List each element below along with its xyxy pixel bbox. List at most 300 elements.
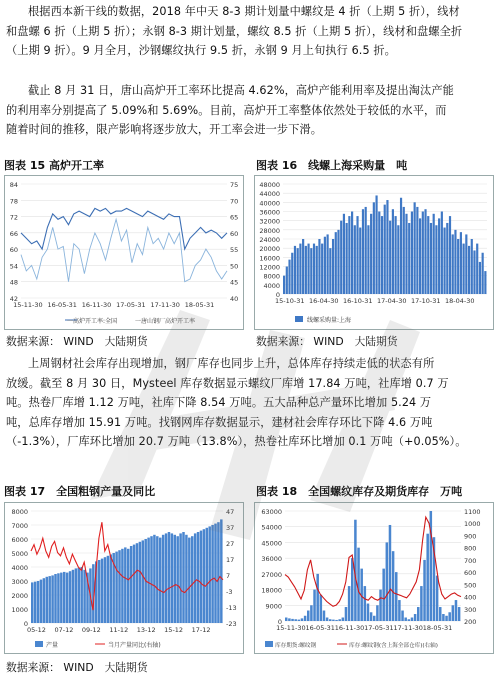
bar bbox=[342, 618, 345, 621]
y-tick-right: 40 bbox=[230, 295, 239, 303]
bar bbox=[136, 543, 138, 623]
bar bbox=[435, 225, 437, 294]
y-tick-right: -13 bbox=[226, 604, 237, 612]
bar bbox=[98, 560, 100, 623]
y-tick: 8000 bbox=[263, 272, 280, 281]
y-tick-left: 54 bbox=[9, 262, 18, 271]
bar bbox=[375, 195, 377, 294]
y-tick-right: 500 bbox=[464, 581, 477, 590]
bar bbox=[348, 216, 350, 294]
bar bbox=[285, 618, 288, 621]
bar bbox=[40, 580, 42, 623]
bar bbox=[60, 573, 62, 623]
y-tick-left: 72 bbox=[9, 213, 18, 222]
y-tick-left: 3000 bbox=[11, 578, 28, 586]
bar bbox=[46, 577, 48, 623]
bar bbox=[386, 200, 388, 294]
bar bbox=[121, 549, 123, 623]
bar bbox=[476, 244, 478, 294]
paragraph-line: 根据西本新干线的数据，2018 年中天 8-3 期计划量中螺纹是 4 折（上期 5 折），线材 bbox=[28, 5, 460, 18]
chart-rebar-inventory bbox=[254, 502, 494, 654]
bar bbox=[436, 576, 439, 621]
y-tick-right: 17 bbox=[226, 556, 235, 564]
bar bbox=[427, 216, 429, 294]
bar bbox=[310, 248, 312, 294]
x-tick: 17-05-31 bbox=[116, 301, 146, 309]
bar bbox=[345, 607, 348, 621]
bar bbox=[147, 538, 149, 623]
figure-17-title: 图表 17 全国粗钢产量及同比 bbox=[4, 485, 156, 498]
bar bbox=[72, 570, 74, 623]
bar bbox=[395, 216, 397, 294]
bar bbox=[400, 198, 402, 294]
bar bbox=[217, 522, 219, 623]
bar bbox=[398, 600, 401, 621]
bar bbox=[411, 618, 414, 621]
y-tick-left: 60 bbox=[9, 246, 18, 255]
y-tick-right: 300 bbox=[464, 605, 477, 614]
bar bbox=[364, 586, 367, 621]
y-tick-right: 200 bbox=[464, 618, 477, 626]
series-line-national bbox=[21, 208, 227, 249]
series-line-tangshan bbox=[21, 219, 227, 281]
bar bbox=[403, 207, 405, 294]
bar bbox=[367, 604, 370, 621]
y-tick-left: 5000 bbox=[11, 550, 28, 558]
y-tick-left: 6000 bbox=[11, 536, 28, 544]
bar bbox=[57, 573, 59, 623]
x-tick: 13-12 bbox=[136, 626, 156, 634]
legend-label: 当月产量同比(右轴) bbox=[108, 642, 161, 649]
bar bbox=[397, 225, 399, 294]
y-tick: 40000 bbox=[259, 199, 280, 208]
x-tick: 17-12 bbox=[191, 626, 211, 634]
x-tick: 18-05-31 bbox=[422, 624, 453, 632]
x-tick: 11-12 bbox=[109, 626, 129, 634]
legend-label: 库存期货:螺纹钢 bbox=[275, 643, 317, 649]
bar bbox=[133, 545, 135, 623]
paragraph-line: 随着时间的推移，限产影响将逐步放大，开工率会进一步下滑。 bbox=[6, 123, 323, 137]
bar bbox=[343, 214, 345, 294]
y-tick-right: 1100 bbox=[464, 508, 481, 516]
y-tick-left: 63000 bbox=[261, 508, 282, 516]
x-tick: 16-10-31 bbox=[343, 297, 373, 305]
bar bbox=[305, 246, 307, 294]
bar bbox=[118, 550, 120, 623]
legend-label: 产量 bbox=[46, 642, 59, 649]
y-tick-left: 45000 bbox=[261, 539, 282, 548]
y-tick-left: 48 bbox=[9, 278, 18, 287]
bar bbox=[214, 524, 216, 623]
bar bbox=[156, 536, 158, 623]
x-tick: 17-11-30 bbox=[393, 624, 423, 632]
bar bbox=[104, 557, 106, 623]
bar bbox=[288, 260, 290, 294]
bar bbox=[370, 214, 372, 294]
bar bbox=[63, 572, 65, 623]
bar bbox=[304, 616, 307, 621]
y-tick: 44000 bbox=[259, 190, 280, 199]
bar bbox=[463, 244, 465, 294]
bar bbox=[83, 570, 85, 623]
bar bbox=[159, 538, 161, 623]
bar bbox=[302, 239, 304, 294]
y-tick-left: 2000 bbox=[11, 592, 28, 600]
bar bbox=[356, 216, 358, 294]
bar bbox=[54, 574, 56, 623]
bar bbox=[291, 619, 294, 621]
paragraph-line: 吨。热卷厂库增 1.12 万吨，社库下降 8.54 万吨。五大品种总产量环比增加 5.24 万 bbox=[6, 396, 432, 410]
y-tick-right: 1000 bbox=[464, 520, 481, 529]
paragraph-line: （-1.3%），厂库环比增加 20.7 万吨（13.8%），热卷社库环比增加 0.1 万吨（+0.05%）。 bbox=[6, 435, 467, 449]
legend-label: 一唐山钢厂高炉开工率 bbox=[135, 318, 196, 325]
figure-15-title: 图表 15 高炉开工率 bbox=[4, 159, 104, 172]
y-tick-left: 0 bbox=[277, 618, 282, 626]
y-tick-right: -23 bbox=[226, 620, 237, 628]
bar bbox=[340, 221, 342, 294]
bar bbox=[414, 614, 417, 621]
x-tick: 07-12 bbox=[54, 626, 74, 634]
y-tick-left: 42 bbox=[9, 295, 18, 303]
paragraph-1 bbox=[6, 2, 494, 61]
bar bbox=[386, 542, 389, 621]
bar bbox=[404, 618, 407, 621]
y-tick-right: 45 bbox=[230, 278, 239, 287]
bar bbox=[139, 542, 141, 623]
y-tick-left: 27000 bbox=[261, 570, 282, 579]
bar bbox=[220, 519, 222, 623]
y-tick-right: 800 bbox=[464, 544, 477, 553]
x-tick: 16-11-30 bbox=[81, 301, 112, 309]
bar bbox=[376, 605, 379, 621]
bar bbox=[482, 253, 484, 294]
bar bbox=[329, 248, 331, 294]
y-tick-left: 7000 bbox=[11, 522, 28, 530]
bar bbox=[384, 205, 386, 294]
bar bbox=[332, 620, 335, 621]
x-tick: 09-12 bbox=[81, 626, 101, 634]
bar bbox=[414, 202, 416, 294]
bar bbox=[367, 225, 369, 294]
bar bbox=[211, 525, 213, 623]
bar bbox=[307, 244, 309, 294]
y-tick-left: 9000 bbox=[265, 602, 282, 611]
bar bbox=[200, 531, 202, 623]
bar bbox=[150, 536, 152, 623]
x-tick: 17-05-31 bbox=[364, 624, 394, 632]
chart-shanghai-purchase bbox=[254, 175, 494, 330]
y-tick: 48000 bbox=[259, 181, 280, 189]
y-tick: 4000 bbox=[263, 281, 280, 290]
figure-18-title: 图表 18 全国螺纹库存及期货库存 万吨 bbox=[256, 485, 463, 498]
x-tick: 15-10-31 bbox=[275, 297, 305, 305]
x-tick: 15-12 bbox=[164, 626, 184, 634]
bar bbox=[206, 528, 208, 623]
bar bbox=[373, 616, 376, 621]
bar bbox=[439, 607, 442, 621]
y-tick: 20000 bbox=[259, 245, 280, 254]
y-tick: 36000 bbox=[259, 208, 280, 217]
y-tick-left: 84 bbox=[9, 181, 18, 189]
bar bbox=[294, 246, 296, 294]
legend-label: 一高炉开工率:全国 bbox=[67, 318, 118, 325]
y-tick-right: 600 bbox=[464, 569, 477, 578]
bar bbox=[326, 618, 329, 621]
bar bbox=[365, 207, 367, 294]
bar bbox=[324, 237, 326, 294]
paragraph-3 bbox=[6, 354, 494, 452]
y-tick-left: 4000 bbox=[11, 564, 28, 572]
legend-swatch bbox=[265, 641, 273, 647]
bar bbox=[110, 554, 112, 623]
bar bbox=[130, 546, 132, 623]
y-tick-right: 27 bbox=[226, 540, 235, 548]
bar bbox=[471, 239, 473, 294]
source-note: 数据来源： WIND 大陆期货 bbox=[6, 661, 148, 674]
chart-blast-furnace-rate bbox=[4, 175, 244, 330]
bar bbox=[142, 540, 144, 623]
bar bbox=[291, 253, 293, 294]
bar bbox=[348, 586, 351, 621]
bar bbox=[438, 218, 440, 294]
bar bbox=[182, 532, 184, 623]
bar bbox=[34, 582, 36, 623]
bar bbox=[297, 248, 299, 294]
bar bbox=[101, 559, 103, 623]
legend-label: 线螺采购量:上海 bbox=[307, 317, 352, 324]
x-tick: 15-11-30 bbox=[276, 624, 306, 632]
bar bbox=[458, 607, 461, 621]
figure-16-title: 图表 16 线螺上海采购量 吨 bbox=[256, 159, 408, 172]
bar bbox=[194, 533, 196, 623]
y-tick-right: 60 bbox=[230, 229, 239, 238]
bar bbox=[171, 533, 173, 623]
bar bbox=[78, 568, 80, 623]
bar bbox=[455, 600, 458, 621]
y-tick: 16000 bbox=[259, 254, 280, 263]
bar bbox=[382, 569, 385, 621]
chart-15-svg bbox=[5, 176, 243, 329]
bar bbox=[419, 218, 421, 294]
x-tick: 17-10-31 bbox=[411, 297, 441, 305]
bar bbox=[448, 612, 451, 621]
source-note: 数据来源： WIND 大陆期货 bbox=[256, 335, 398, 348]
bar bbox=[441, 212, 443, 295]
bar bbox=[321, 244, 323, 294]
bar bbox=[433, 214, 435, 294]
bar bbox=[127, 549, 129, 623]
x-tick: 17-04-30 bbox=[377, 297, 407, 305]
bar bbox=[203, 529, 205, 623]
bar bbox=[416, 207, 418, 294]
y-tick-left: 36000 bbox=[261, 555, 282, 564]
y-tick-left: 54000 bbox=[261, 523, 282, 532]
bar bbox=[442, 614, 445, 621]
x-tick: 17-11-30 bbox=[150, 301, 180, 309]
y-tick: 28000 bbox=[259, 226, 280, 235]
bar bbox=[454, 230, 456, 294]
bar bbox=[446, 223, 448, 294]
bar bbox=[401, 611, 404, 621]
bar bbox=[165, 533, 167, 623]
bar bbox=[69, 571, 71, 623]
bar bbox=[473, 250, 475, 294]
paragraph-line: （上期 9 折）。9 月全月，沙钢螺纹执行 9.5 折，永钢 9 月上旬执行 6.5 折。 bbox=[6, 44, 396, 58]
bar bbox=[75, 568, 77, 623]
bar bbox=[484, 271, 486, 294]
bar bbox=[389, 221, 391, 294]
bar bbox=[460, 232, 462, 294]
y-tick-right: 75 bbox=[230, 181, 239, 189]
bar bbox=[168, 532, 170, 623]
x-tick: 18-04-30 bbox=[445, 297, 475, 305]
bar bbox=[468, 246, 470, 294]
bar bbox=[449, 216, 451, 294]
bar bbox=[443, 228, 445, 294]
paragraph-line: 吨，总库存增加 15.91 万吨。找钢网库存数据显示，建材社会库存环比下降 4.6 万吨 bbox=[6, 415, 433, 429]
y-tick-right: 70 bbox=[230, 197, 239, 206]
x-tick: 16-11-30 bbox=[334, 624, 365, 632]
bar bbox=[323, 611, 326, 621]
bar bbox=[176, 536, 178, 623]
bar bbox=[318, 239, 320, 294]
bar bbox=[379, 590, 382, 621]
bar bbox=[381, 216, 383, 294]
paragraph-line: 截止 8 月 31 日，唐山高炉开工率环比提高 4.62%，高炉产能利用率及提出淘汰产能 bbox=[28, 84, 454, 97]
bar bbox=[338, 619, 341, 621]
bar bbox=[445, 616, 448, 621]
bar bbox=[457, 239, 459, 294]
bar bbox=[335, 232, 337, 294]
bar bbox=[420, 586, 423, 621]
bar bbox=[392, 551, 395, 621]
bar bbox=[392, 209, 394, 294]
bar bbox=[107, 556, 109, 623]
bar bbox=[357, 548, 360, 621]
paragraph-2 bbox=[6, 81, 494, 140]
bar bbox=[424, 209, 426, 294]
paragraph-line: 放缓。截至 8 月 30 日，Mysteel 库存数据显示螺纹厂库增 17.84 万吨，社库增 0.7 万 bbox=[6, 376, 449, 390]
bar bbox=[115, 552, 117, 623]
bar bbox=[48, 576, 50, 623]
bar bbox=[37, 581, 39, 623]
bar bbox=[313, 590, 316, 621]
bar bbox=[43, 578, 45, 623]
y-tick-right: 65 bbox=[230, 213, 239, 222]
bar bbox=[430, 223, 432, 294]
bar bbox=[313, 244, 315, 294]
bar bbox=[405, 214, 407, 294]
bar bbox=[320, 595, 323, 621]
bar bbox=[332, 239, 334, 294]
y-tick: 32000 bbox=[259, 217, 280, 226]
y-tick-left: 1000 bbox=[11, 606, 28, 614]
bar bbox=[395, 572, 398, 621]
bar bbox=[316, 246, 318, 294]
y-tick-right: 7 bbox=[226, 572, 231, 580]
bar bbox=[294, 619, 297, 621]
y-tick-right: 55 bbox=[230, 246, 239, 255]
bar bbox=[452, 605, 455, 621]
bar bbox=[208, 526, 210, 623]
bar bbox=[286, 267, 288, 295]
bar bbox=[162, 535, 164, 623]
y-tick-right: -3 bbox=[226, 588, 233, 596]
y-tick-right: 47 bbox=[226, 508, 235, 516]
bar bbox=[310, 605, 313, 621]
bar bbox=[191, 536, 193, 623]
bar bbox=[329, 619, 332, 621]
y-tick-left: 18000 bbox=[261, 586, 282, 595]
bar bbox=[370, 612, 373, 621]
bar bbox=[452, 234, 454, 294]
paragraph-line: 和盘螺 6 折（上期 5 折）；永钢 8-3 期计划量，螺纹 8.5 折（上期 5 折），线材和盘螺全折 bbox=[6, 24, 463, 38]
bar bbox=[31, 582, 33, 623]
bar bbox=[153, 535, 155, 623]
y-tick-left: 78 bbox=[9, 197, 18, 206]
bar bbox=[479, 262, 481, 294]
source-note: 数据来源： WIND 大陆期货 bbox=[6, 335, 148, 348]
bar bbox=[124, 547, 126, 623]
bar bbox=[51, 575, 53, 623]
chart-18-svg bbox=[255, 503, 493, 653]
bar bbox=[283, 276, 285, 294]
y-tick-right: 400 bbox=[464, 593, 477, 602]
bar bbox=[316, 574, 319, 621]
x-tick: 16-05-31 bbox=[305, 624, 335, 632]
bar bbox=[373, 202, 375, 294]
bar bbox=[185, 535, 187, 623]
bar bbox=[351, 558, 354, 621]
bar bbox=[417, 607, 420, 621]
bar bbox=[408, 619, 411, 621]
chart-17-svg bbox=[5, 503, 243, 653]
paragraph-line: 上周钢材社会库存出现增加，钢厂库存也同步上升，总体库存持续走低的状态有所 bbox=[28, 357, 435, 370]
bar bbox=[426, 534, 429, 621]
chart-crude-steel-output bbox=[4, 502, 244, 654]
legend-swatch bbox=[295, 316, 303, 322]
bar bbox=[423, 560, 426, 621]
x-tick: 15-11-30 bbox=[13, 301, 43, 309]
y-tick-right: 50 bbox=[230, 262, 239, 271]
bar bbox=[354, 225, 356, 294]
bar bbox=[298, 620, 301, 621]
bar bbox=[346, 223, 348, 294]
bar bbox=[378, 212, 380, 295]
bar bbox=[197, 532, 199, 623]
bar bbox=[422, 212, 424, 295]
y-tick-left: 8000 bbox=[11, 508, 28, 516]
y-tick-right: 900 bbox=[464, 532, 477, 541]
x-tick: 05-12 bbox=[27, 626, 46, 634]
legend-label: 库存:螺纹钢(含上海全部仓库)(右轴) bbox=[349, 643, 438, 649]
bar bbox=[299, 244, 301, 294]
bar bbox=[359, 228, 361, 294]
bar bbox=[411, 212, 413, 295]
y-tick-left: 66 bbox=[9, 229, 18, 238]
bar bbox=[337, 230, 339, 294]
bar bbox=[335, 620, 338, 621]
legend-swatch bbox=[35, 641, 43, 647]
bar bbox=[465, 234, 467, 294]
bar bbox=[362, 209, 364, 294]
bar bbox=[174, 535, 176, 623]
y-tick: 0 bbox=[275, 291, 280, 299]
y-tick-left: 0 bbox=[23, 620, 28, 628]
y-tick-right: 37 bbox=[226, 524, 235, 532]
bar bbox=[408, 223, 410, 294]
bar bbox=[389, 525, 392, 621]
